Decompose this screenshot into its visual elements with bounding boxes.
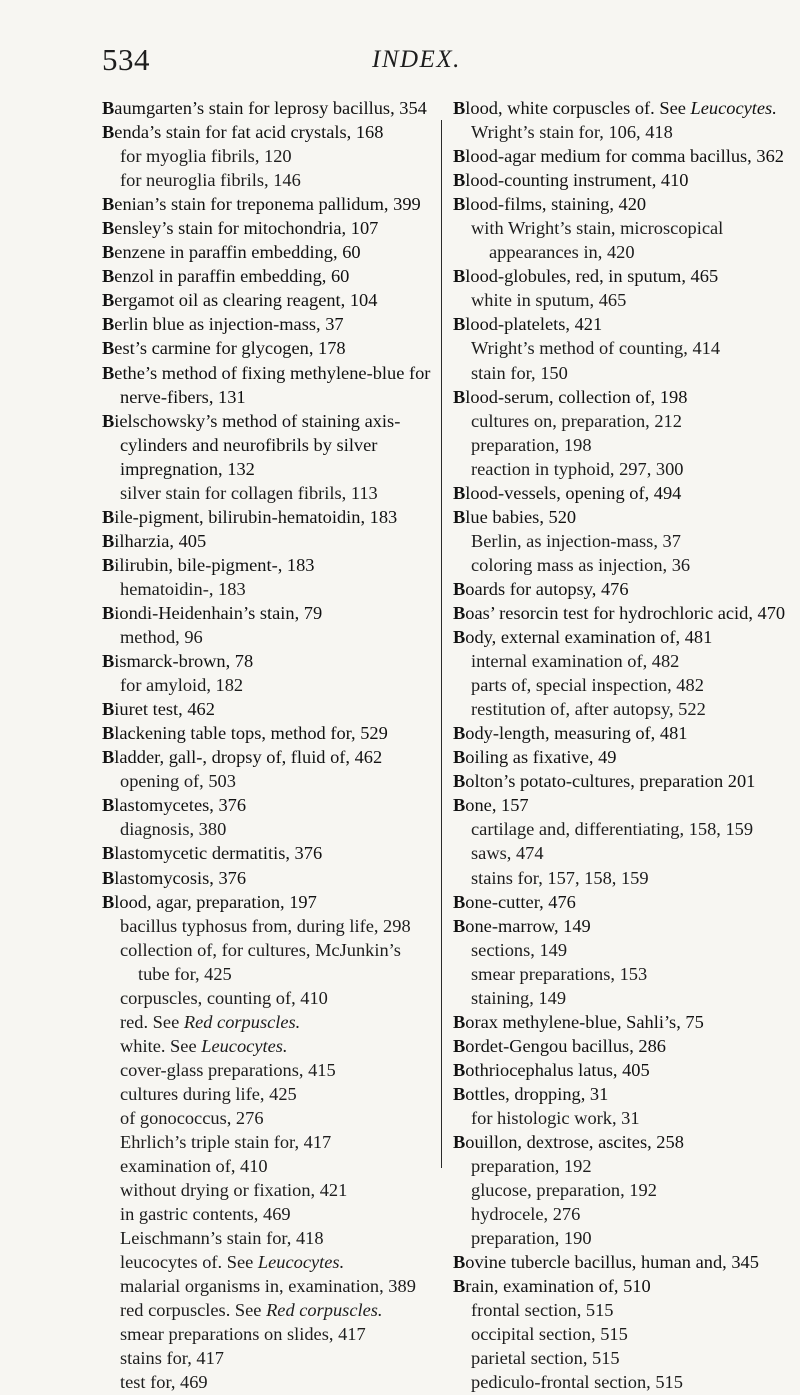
index-entry	[102, 793, 434, 817]
entry-text: cartilage and, differentiating, 158, 159	[471, 819, 754, 840]
index-subentry	[102, 1298, 434, 1322]
index-subentry	[102, 673, 434, 697]
entry-text: frontal section, 515	[471, 1300, 614, 1321]
entry-text: Bilirubin, bile-pigment-, 183	[102, 554, 315, 575]
entry-text: Bouillon, dextrose, ascites, 258	[453, 1132, 684, 1153]
index-entry	[102, 649, 434, 673]
entry-text: collection of, for cultures, McJunkin’s tube for, 425	[120, 939, 401, 984]
index-entry	[453, 601, 791, 625]
index-column-left	[102, 96, 434, 1395]
index-entry	[453, 1034, 791, 1058]
entry-text: Blastomycetic dermatitis, 376	[102, 843, 323, 864]
index-entry	[102, 529, 434, 553]
see-reference: Red corpuscles.	[183, 1011, 301, 1032]
index-entry	[102, 697, 434, 721]
index-entry	[453, 1130, 791, 1154]
index-subentry	[453, 938, 791, 962]
index-entry	[453, 745, 791, 769]
entry-text: stains for, 157, 158, 159	[471, 867, 649, 888]
index-subentry	[453, 866, 791, 890]
entry-text: Wright’s stain for, 106, 418	[471, 122, 673, 143]
entry-text: white. See	[120, 1035, 202, 1056]
index-subentry	[453, 649, 791, 673]
index-subentry	[453, 1154, 791, 1178]
index-subentry	[453, 457, 791, 481]
index-entry	[102, 312, 434, 336]
index-entry	[453, 625, 791, 649]
index-entry	[102, 120, 434, 144]
index-subentry	[453, 1178, 791, 1202]
index-subentry	[102, 817, 434, 841]
see-reference: Red corpuscles.	[266, 1300, 383, 1321]
index-subentry	[453, 288, 791, 312]
entry-text: Bone, 157	[453, 795, 529, 816]
entry-text: smear preparations on slides, 417	[120, 1324, 366, 1345]
index-entry	[453, 168, 791, 192]
index-entry	[453, 1058, 791, 1082]
index-entry	[453, 914, 791, 938]
entry-text: Biuret test, 462	[102, 699, 215, 720]
entry-text: method, 96	[120, 627, 203, 648]
index-entry	[453, 385, 791, 409]
column-divider	[441, 120, 442, 1168]
entry-text: internal examination of, 482	[471, 651, 680, 672]
entry-text: hematoidin-, 183	[120, 578, 246, 599]
entry-text: test for, 469	[120, 1372, 208, 1393]
index-subentry	[453, 962, 791, 986]
index-subentry	[453, 1322, 791, 1346]
entry-text: Body, external examination of, 481	[453, 627, 713, 648]
index-subentry	[102, 1010, 434, 1034]
index-entry	[453, 481, 791, 505]
index-subentry	[453, 673, 791, 697]
index-subentry	[102, 1178, 434, 1202]
entry-text: Blood-platelets, 421	[453, 314, 603, 335]
index-column-right	[453, 96, 791, 1395]
index-subentry	[453, 216, 791, 264]
index-subentry	[102, 1322, 434, 1346]
entry-text: Bensley’s stain for mitochondria, 107	[102, 218, 379, 239]
index-subentry	[453, 433, 791, 457]
index-entry	[453, 769, 791, 793]
index-subentry	[102, 1130, 434, 1154]
entry-text: Boards for autopsy, 476	[453, 578, 629, 599]
entry-text: Baumgarten’s stain for leprosy bacillus, 354	[102, 98, 427, 118]
index-subentry	[102, 625, 434, 649]
index-subentry	[453, 120, 791, 144]
index-subentry	[102, 769, 434, 793]
entry-text: Benda’s stain for fat acid crystals, 168	[102, 122, 384, 143]
entry-text: glucose, preparation, 192	[471, 1180, 657, 1201]
index-entry	[453, 505, 791, 529]
index-entry	[102, 866, 434, 890]
entry-text: Blackening table tops, method for, 529	[102, 723, 388, 744]
entry-text: leucocytes of. See	[120, 1252, 258, 1273]
index-subentry	[102, 1274, 434, 1298]
index-subentry	[102, 1370, 434, 1394]
entry-text: hydrocele, 276	[471, 1204, 581, 1225]
entry-text: Blastomycetes, 376	[102, 795, 247, 816]
index-entry	[102, 841, 434, 865]
see-reference: Leucocytes.	[201, 1035, 288, 1056]
index-subentry	[453, 409, 791, 433]
entry-text: diagnosis, 380	[120, 819, 227, 840]
index-entry	[102, 721, 434, 745]
see-reference: Leucocytes.	[257, 1252, 345, 1273]
page-header	[0, 42, 800, 82]
entry-text: Borax methylene-blue, Sahli’s, 75	[453, 1011, 704, 1032]
index-entry	[102, 192, 434, 216]
page-number: 534	[102, 42, 150, 77]
index-entry	[102, 745, 434, 769]
entry-text: corpuscles, counting of, 410	[120, 987, 328, 1008]
index-subentry	[102, 1226, 434, 1250]
index-entry	[453, 96, 791, 120]
entry-text: stain for, 150	[471, 362, 568, 383]
index-subentry	[453, 817, 791, 841]
entry-text: parietal section, 515	[471, 1348, 620, 1369]
entry-text: red. See	[120, 1011, 184, 1032]
index-entry	[102, 240, 434, 264]
index-subentry	[102, 986, 434, 1010]
entry-text: saws, 474	[471, 843, 544, 864]
entry-text: Bordet-Gengou bacillus, 286	[453, 1035, 666, 1056]
index-subentry	[102, 938, 434, 986]
index-entry	[102, 409, 434, 481]
entry-text: for histologic work, 31	[471, 1107, 640, 1128]
index-subentry	[102, 1346, 434, 1370]
entry-text: cultures on, preparation, 212	[471, 410, 682, 431]
index-subentry	[102, 1106, 434, 1130]
entry-text: preparation, 198	[471, 434, 592, 455]
entry-text: Benian’s stain for treponema pallidum, 399	[102, 194, 421, 215]
index-subentry	[453, 553, 791, 577]
index-entry	[453, 144, 791, 168]
entry-text: Blue babies, 520	[453, 506, 577, 527]
entry-text: for neuroglia fibrils, 146	[120, 170, 301, 191]
entry-text: for amyloid, 182	[120, 675, 244, 696]
entry-text: Blood, white corpuscles of. See	[453, 98, 691, 118]
entry-text: pediculo-frontal section, 515	[471, 1372, 683, 1393]
entry-text: Biondi-Heidenhain’s stain, 79	[102, 602, 323, 623]
entry-text: bacillus typhosus from, during life, 298	[120, 915, 411, 936]
entry-text: Bile-pigment, bilirubin-hematoidin, 183	[102, 506, 398, 527]
index-entry	[102, 361, 434, 409]
index-subentry	[453, 841, 791, 865]
index-subentry	[453, 361, 791, 385]
entry-text: sections, 149	[471, 939, 568, 960]
entry-text: reaction in typhoid, 297, 300	[471, 458, 684, 479]
entry-text: examination of, 410	[120, 1156, 268, 1177]
index-subentry	[453, 336, 791, 360]
index-subentry	[102, 144, 434, 168]
index-subentry	[453, 529, 791, 553]
entry-text: stains for, 417	[120, 1348, 224, 1369]
index-entry	[453, 264, 791, 288]
entry-text: Bergamot oil as clearing reagent, 104	[102, 290, 378, 311]
entry-text: opening of, 503	[120, 771, 236, 792]
index-entry	[453, 192, 791, 216]
entry-text: Blastomycosis, 376	[102, 867, 247, 888]
entry-text: Best’s carmine for glycogen, 178	[102, 338, 346, 359]
index-entry	[453, 793, 791, 817]
entry-text: of gonococcus, 276	[120, 1107, 264, 1128]
entry-text: with Wright’s stain, microscopical appearances in, 420	[471, 218, 724, 263]
entry-text: Benzol in paraffin embedding, 60	[102, 266, 350, 287]
index-entry	[453, 1274, 791, 1298]
entry-text: malarial organisms in, examination, 389	[120, 1276, 416, 1297]
index-entry	[102, 336, 434, 360]
entry-text: Blood-vessels, opening of, 494	[453, 482, 682, 503]
entry-text: Bottles, dropping, 31	[453, 1083, 609, 1104]
entry-text: Ehrlich’s triple stain for, 417	[120, 1132, 332, 1153]
entry-text: without drying or fixation, 421	[120, 1180, 348, 1201]
entry-text: preparation, 192	[471, 1156, 592, 1177]
index-entry	[102, 601, 434, 625]
entry-text: in gastric contents, 469	[120, 1204, 291, 1225]
index-entry	[453, 721, 791, 745]
entry-text: Bielschowsky’s method of staining axis-cylinders and neurofibrils by silver impregnation, 132	[102, 410, 401, 479]
index-subentry	[102, 1058, 434, 1082]
entry-text: parts of, special inspection, 482	[471, 675, 704, 696]
entry-text: Berlin, as injection-mass, 37	[471, 530, 681, 551]
entry-text: preparation, 190	[471, 1228, 592, 1249]
entry-text: cover-glass preparations, 415	[120, 1059, 336, 1080]
index-entry	[102, 264, 434, 288]
index-subentry	[102, 481, 434, 505]
index-subentry	[453, 986, 791, 1010]
index-entry	[453, 890, 791, 914]
entry-text: staining, 149	[471, 987, 567, 1008]
entry-text: Blood-counting instrument, 410	[453, 170, 689, 191]
entry-text: restitution of, after autopsy, 522	[471, 699, 706, 720]
entry-text: Leischmann’s stain for, 418	[120, 1228, 324, 1249]
index-entry	[102, 553, 434, 577]
see-reference: Leucocytes.	[690, 98, 777, 118]
index-subentry	[102, 1250, 434, 1274]
entry-text: Wright’s method of counting, 414	[471, 338, 721, 359]
entry-text: Bone-cutter, 476	[453, 891, 576, 912]
entry-text: occipital section, 515	[471, 1324, 628, 1345]
entry-text: silver stain for collagen fibrils, 113	[120, 482, 378, 503]
index-subentry	[453, 697, 791, 721]
entry-text: for myoglia fibrils, 120	[120, 146, 292, 167]
index-entry	[102, 216, 434, 240]
index-entry	[102, 288, 434, 312]
index-subentry	[453, 1298, 791, 1322]
entry-text: Boiling as fixative, 49	[453, 747, 617, 768]
entry-text: red corpuscles. See	[120, 1300, 267, 1321]
index-subentry	[453, 1370, 791, 1394]
entry-text: smear preparations, 153	[471, 963, 648, 984]
index-entry	[102, 505, 434, 529]
entry-text: Blood, agar, preparation, 197	[102, 891, 317, 912]
entry-text: Benzene in paraffin embedding, 60	[102, 242, 361, 263]
index-entry	[453, 577, 791, 601]
index-subentry	[453, 1202, 791, 1226]
entry-text: Brain, examination of, 510	[453, 1276, 651, 1297]
running-title: INDEX.	[372, 46, 461, 73]
entry-text: Bethe’s method of fixing methylene-blue for nerve-fibers, 131	[102, 362, 431, 407]
entry-text: Blood-agar medium for comma bacillus, 362	[453, 146, 784, 167]
entry-text: Bothriocephalus latus, 405	[453, 1059, 650, 1080]
index-subentry	[102, 914, 434, 938]
index-entry	[453, 312, 791, 336]
entry-text: Blood-films, staining, 420	[453, 194, 647, 215]
entry-text: Berlin blue as injection-mass, 37	[102, 314, 344, 335]
entry-text: Bladder, gall-, dropsy of, fluid of, 462	[102, 747, 383, 768]
index-subentry	[102, 1154, 434, 1178]
entry-text: Bovine tubercle bacillus, human and, 345	[453, 1252, 759, 1273]
index-subentry	[102, 1202, 434, 1226]
entry-text: Body-length, measuring of, 481	[453, 723, 688, 744]
index-entry	[453, 1250, 791, 1274]
index-subentry	[453, 1346, 791, 1370]
index-subentry	[102, 577, 434, 601]
entry-text: coloring mass as injection, 36	[471, 554, 691, 575]
index-subentry	[102, 168, 434, 192]
entry-text: Bone-marrow, 149	[453, 915, 591, 936]
entry-text: cultures during life, 425	[120, 1083, 297, 1104]
entry-text: Bolton’s potato-cultures, preparation 201	[453, 771, 756, 792]
index-subentry	[453, 1106, 791, 1130]
entry-text: Blood-globules, red, in sputum, 465	[453, 266, 719, 287]
index-subentry	[102, 1082, 434, 1106]
index-entry	[453, 1010, 791, 1034]
index-entry	[102, 96, 434, 120]
entry-text: Bismarck-brown, 78	[102, 651, 254, 672]
index-entry	[102, 890, 434, 914]
entry-text: Boas’ resorcin test for hydrochloric acid, 470	[453, 602, 786, 623]
entry-text: Blood-serum, collection of, 198	[453, 386, 688, 407]
entry-text: Bilharzia, 405	[102, 530, 207, 551]
index-subentry	[453, 1226, 791, 1250]
index-entry	[453, 1082, 791, 1106]
entry-text: white in sputum, 465	[471, 290, 627, 311]
index-subentry	[102, 1034, 434, 1058]
